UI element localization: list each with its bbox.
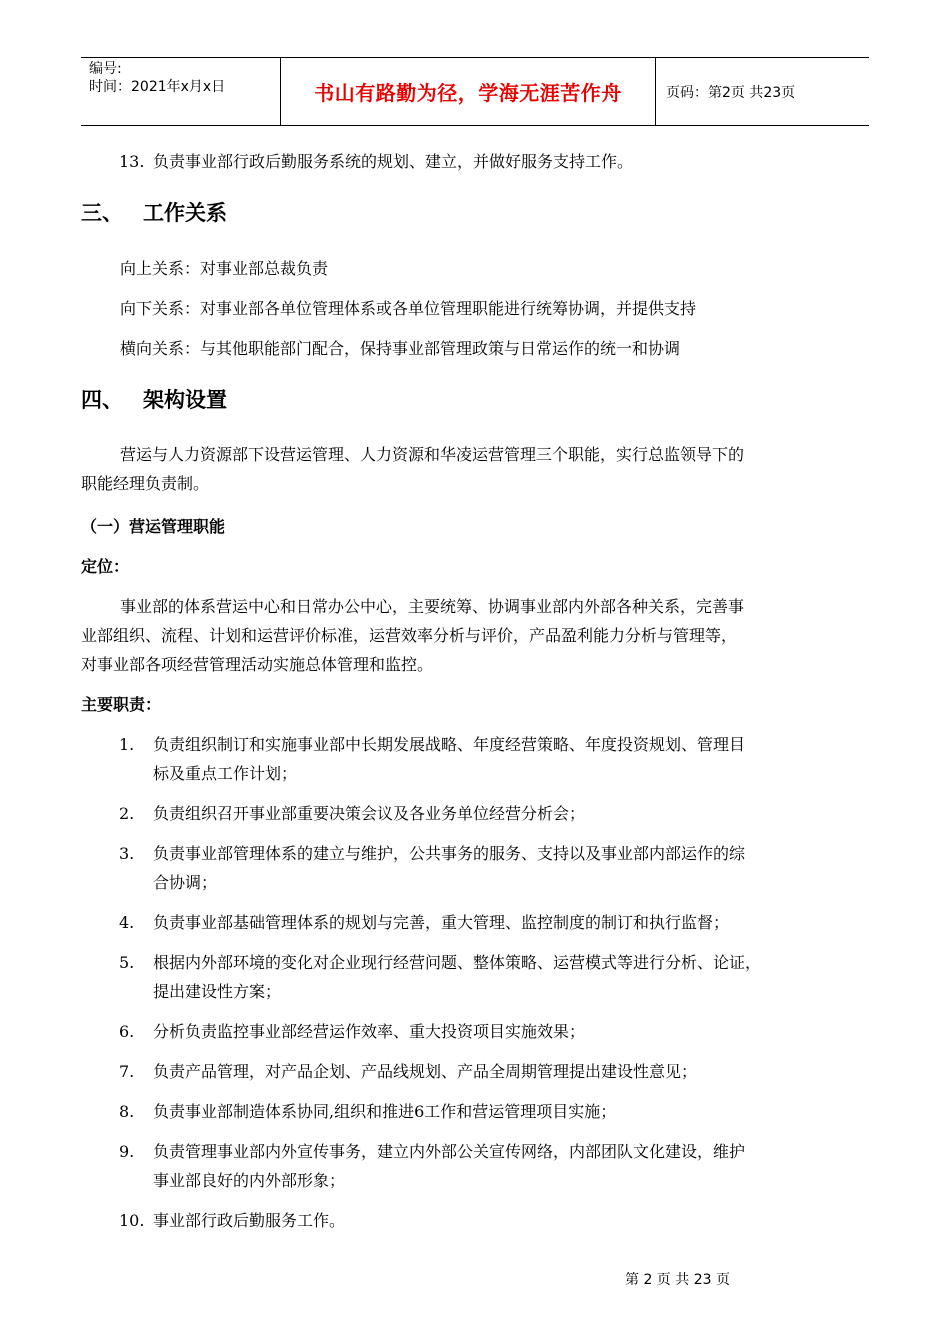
header-motto-cell	[281, 58, 656, 125]
motto-text: 书山有路勤为径，学海无涯苦作舟	[314, 81, 622, 105]
item-number: 4.	[119, 913, 135, 932]
item-number: 5.	[119, 953, 135, 972]
section-number: 三、	[81, 201, 123, 225]
item-number: 8.	[119, 1102, 135, 1121]
item-text: 负责事业部行政后勤服务系统的规划、建立，并做好服务支持工作。	[153, 152, 634, 171]
position-line-3: 对事业部各项经营管理活动实施总体管理和监控。	[81, 655, 434, 674]
page-label: 页码：第2页 共23页	[666, 84, 796, 101]
intro-line-2: 职能经理负责制。	[81, 474, 210, 493]
section-4-heading	[81, 384, 227, 414]
intro-line-1: 营运与人力资源部下设营运管理、人力资源和华凌运营管理三个职能，实行总监领导下的	[120, 445, 745, 464]
duties-label: 主要职责：	[81, 695, 162, 714]
item-number: 10.	[119, 1211, 145, 1230]
item-text: 事业部行政后勤服务工作。	[153, 1211, 346, 1230]
position-line-2: 业部组织、流程、计划和运营评价标准，运营效率分析与评价，产品盈利能力分析与管理等，	[81, 626, 738, 645]
position-line-1: 事业部的体系营运中心和日常办公中心，主要统筹、协调事业部内外部各种关系，完善事	[120, 597, 745, 616]
section-number: 四、	[81, 388, 123, 412]
position-label: 定位：	[81, 557, 130, 576]
relation-lateral: 横向关系：与其他职能部门配合，保持事业部管理政策与日常运作的统一和协调	[120, 339, 681, 358]
item-text: 根据内外部环境的变化对企业现行经营问题、整体策略、运营模式等进行分析、论证， 提出建设性方案；	[153, 953, 762, 1001]
relation-down: 向下关系：对事业部各单位管理体系或各单位管理职能进行统筹协调，并提供支持	[120, 299, 697, 318]
item-number: 13.	[119, 152, 145, 171]
number-label: 编号:	[89, 61, 122, 77]
header-meta	[81, 58, 281, 125]
section-title: 工作关系	[143, 201, 227, 225]
item-number: 3.	[119, 844, 135, 863]
section-title: 架构设置	[143, 388, 227, 412]
item-text: 负责事业部管理体系的建立与维护，公共事务的服务、支持以及事业部内部运作的综 合协调；	[153, 844, 746, 892]
item-number: 6.	[119, 1022, 135, 1041]
item-text: 负责事业部基础管理体系的规划与完善，重大管理、监控制度的制订和执行监督；	[153, 913, 730, 932]
item-text: 负责产品管理，对产品企划、产品线规划、产品全周期管理提出建设性意见；	[153, 1062, 698, 1081]
item-number: 2.	[119, 804, 135, 823]
document-header	[81, 57, 869, 126]
item-number: 1.	[119, 735, 135, 754]
section-3-heading	[81, 197, 227, 227]
relation-up: 向上关系：对事业部总裁负责	[120, 259, 329, 278]
page-footer: 第 2 页 共 23 页	[625, 1272, 730, 1288]
item-text: 负责组织制订和实施事业部中长期发展战略、年度经营策略、年度投资规划、管理目 标及重点工作计划；	[153, 735, 746, 783]
time-label: 时间：2021年x月x日	[89, 79, 226, 95]
item-text: 负责管理事业部内外宣传事务，建立内外部公关宣传网络，内部团队文化建设，维护 事业部良好的内外部形象；	[153, 1142, 746, 1190]
item-number: 9.	[119, 1142, 135, 1161]
subsection-title: （一）营运管理职能	[81, 517, 226, 536]
header-page-cell	[656, 58, 869, 125]
item-number: 7.	[119, 1062, 135, 1081]
item-text: 分析负责监控事业部经营运作效率、重大投资项目实施效果；	[153, 1022, 586, 1041]
item-text: 负责组织召开事业部重要决策会议及各业务单位经营分析会；	[153, 804, 586, 823]
item-text: 负责事业部制造体系协同,组织和推进6工作和营运管理项目实施；	[153, 1102, 617, 1121]
